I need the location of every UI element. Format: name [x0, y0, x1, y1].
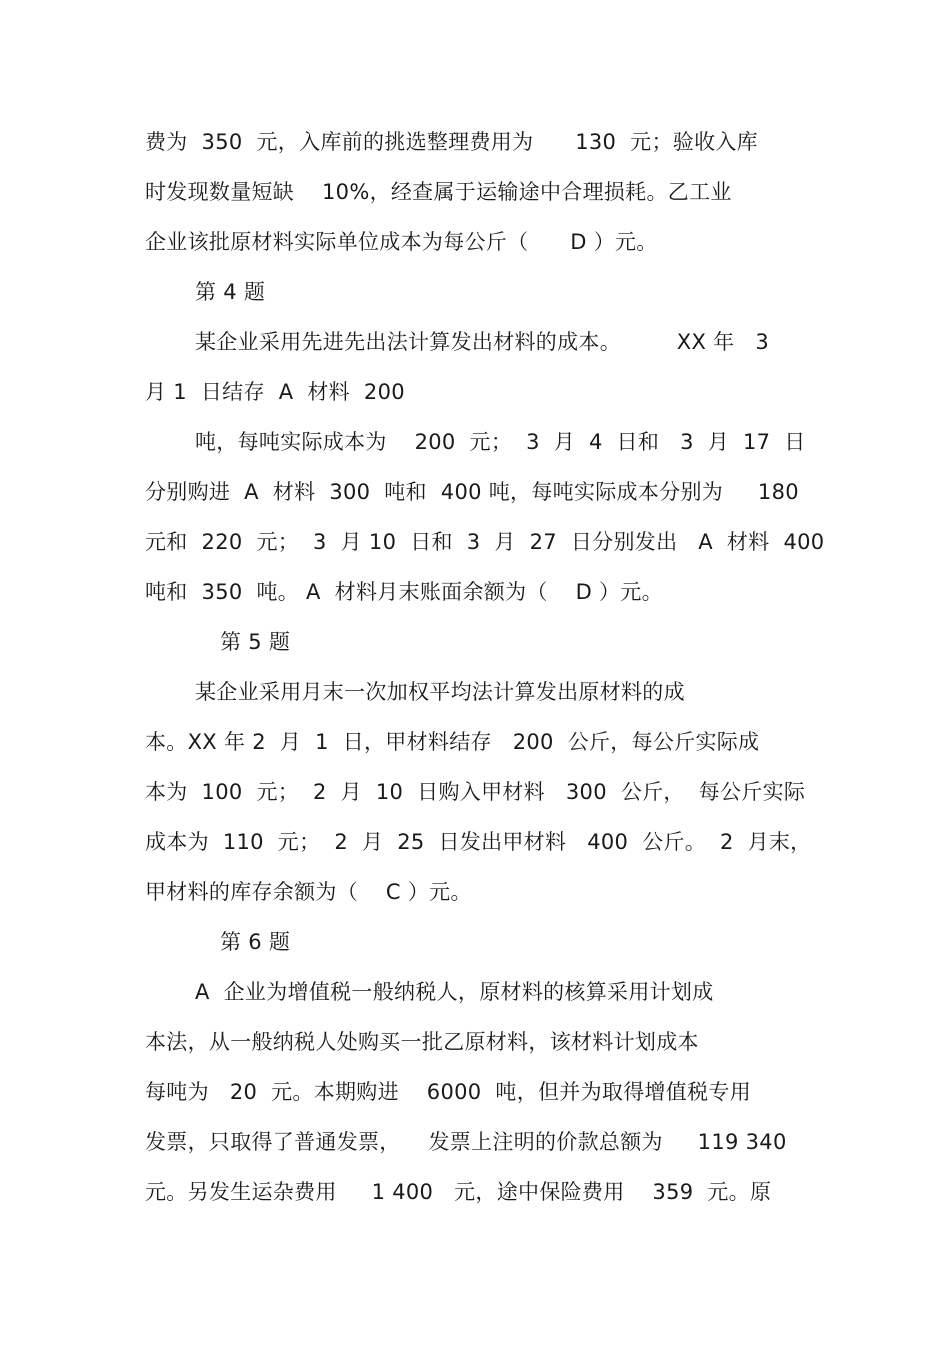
text-line: 本法，从一般纳税人处购买一批乙原材料，该材料计划成本: [145, 1030, 699, 1054]
text-line: 每吨为 20 元。本期购进 6000 吨，但并为取得增值税专用: [145, 1080, 751, 1104]
text-line: 本。XX 年 2 月 1 日，甲材料结存 200 公斤，每公斤实际成: [145, 730, 760, 754]
text-line: 某企业采用月末一次加权平均法计算发出原材料的成: [195, 680, 685, 704]
text-line: 吨，每吨实际成本为 200 元； 3 月 4 日和 3 月 17 日: [195, 430, 806, 454]
text-line: 元。另发生运杂费用 1 400 元，途中保险费用 359 元。原: [145, 1180, 772, 1204]
text-line: 吨和 350 吨。 A 材料月末账面余额为（ D ）元。: [145, 580, 663, 604]
text-line: 成本为 110 元； 2 月 25 日发出甲材料 400 公斤。 2 月末，: [145, 830, 812, 854]
text-line: 本为 100 元； 2 月 10 日购入甲材料 300 公斤， 每公斤实际: [145, 780, 806, 804]
question-heading: 第 6 题: [220, 930, 291, 954]
text-line: A 企业为增值税一般纳税人，原材料的核算采用计划成: [195, 980, 714, 1004]
text-line: 时发现数量短缺 10%，经查属于运输途中合理损耗。乙工业: [145, 180, 732, 204]
text-line: 发票，只取得了普通发票， 发票上注明的价款总额为 119 340: [145, 1130, 787, 1154]
text-line: 分别购进 A 材料 300 吨和 400 吨，每吨实际成本分别为 180: [145, 480, 799, 504]
text-line: 元和 220 元； 3 月 10 日和 3 月 27 日分别发出 A 材料 400: [145, 530, 825, 554]
text-line: 企业该批原材料实际单位成本为每公斤（ D ）元。: [145, 230, 658, 254]
question-heading: 第 4 题: [195, 280, 266, 304]
text-line: 月 1 日结存 A 材料 200: [145, 380, 405, 404]
text-line: 费为 350 元，入库前的挑选整理费用为 130 元；验收入库: [145, 130, 758, 154]
text-line: 甲材料的库存余额为（ C ）元。: [145, 880, 472, 904]
text-line: 某企业采用先进先出法计算发出材料的成本。 XX 年 3: [195, 330, 770, 354]
question-heading: 第 5 题: [220, 630, 291, 654]
